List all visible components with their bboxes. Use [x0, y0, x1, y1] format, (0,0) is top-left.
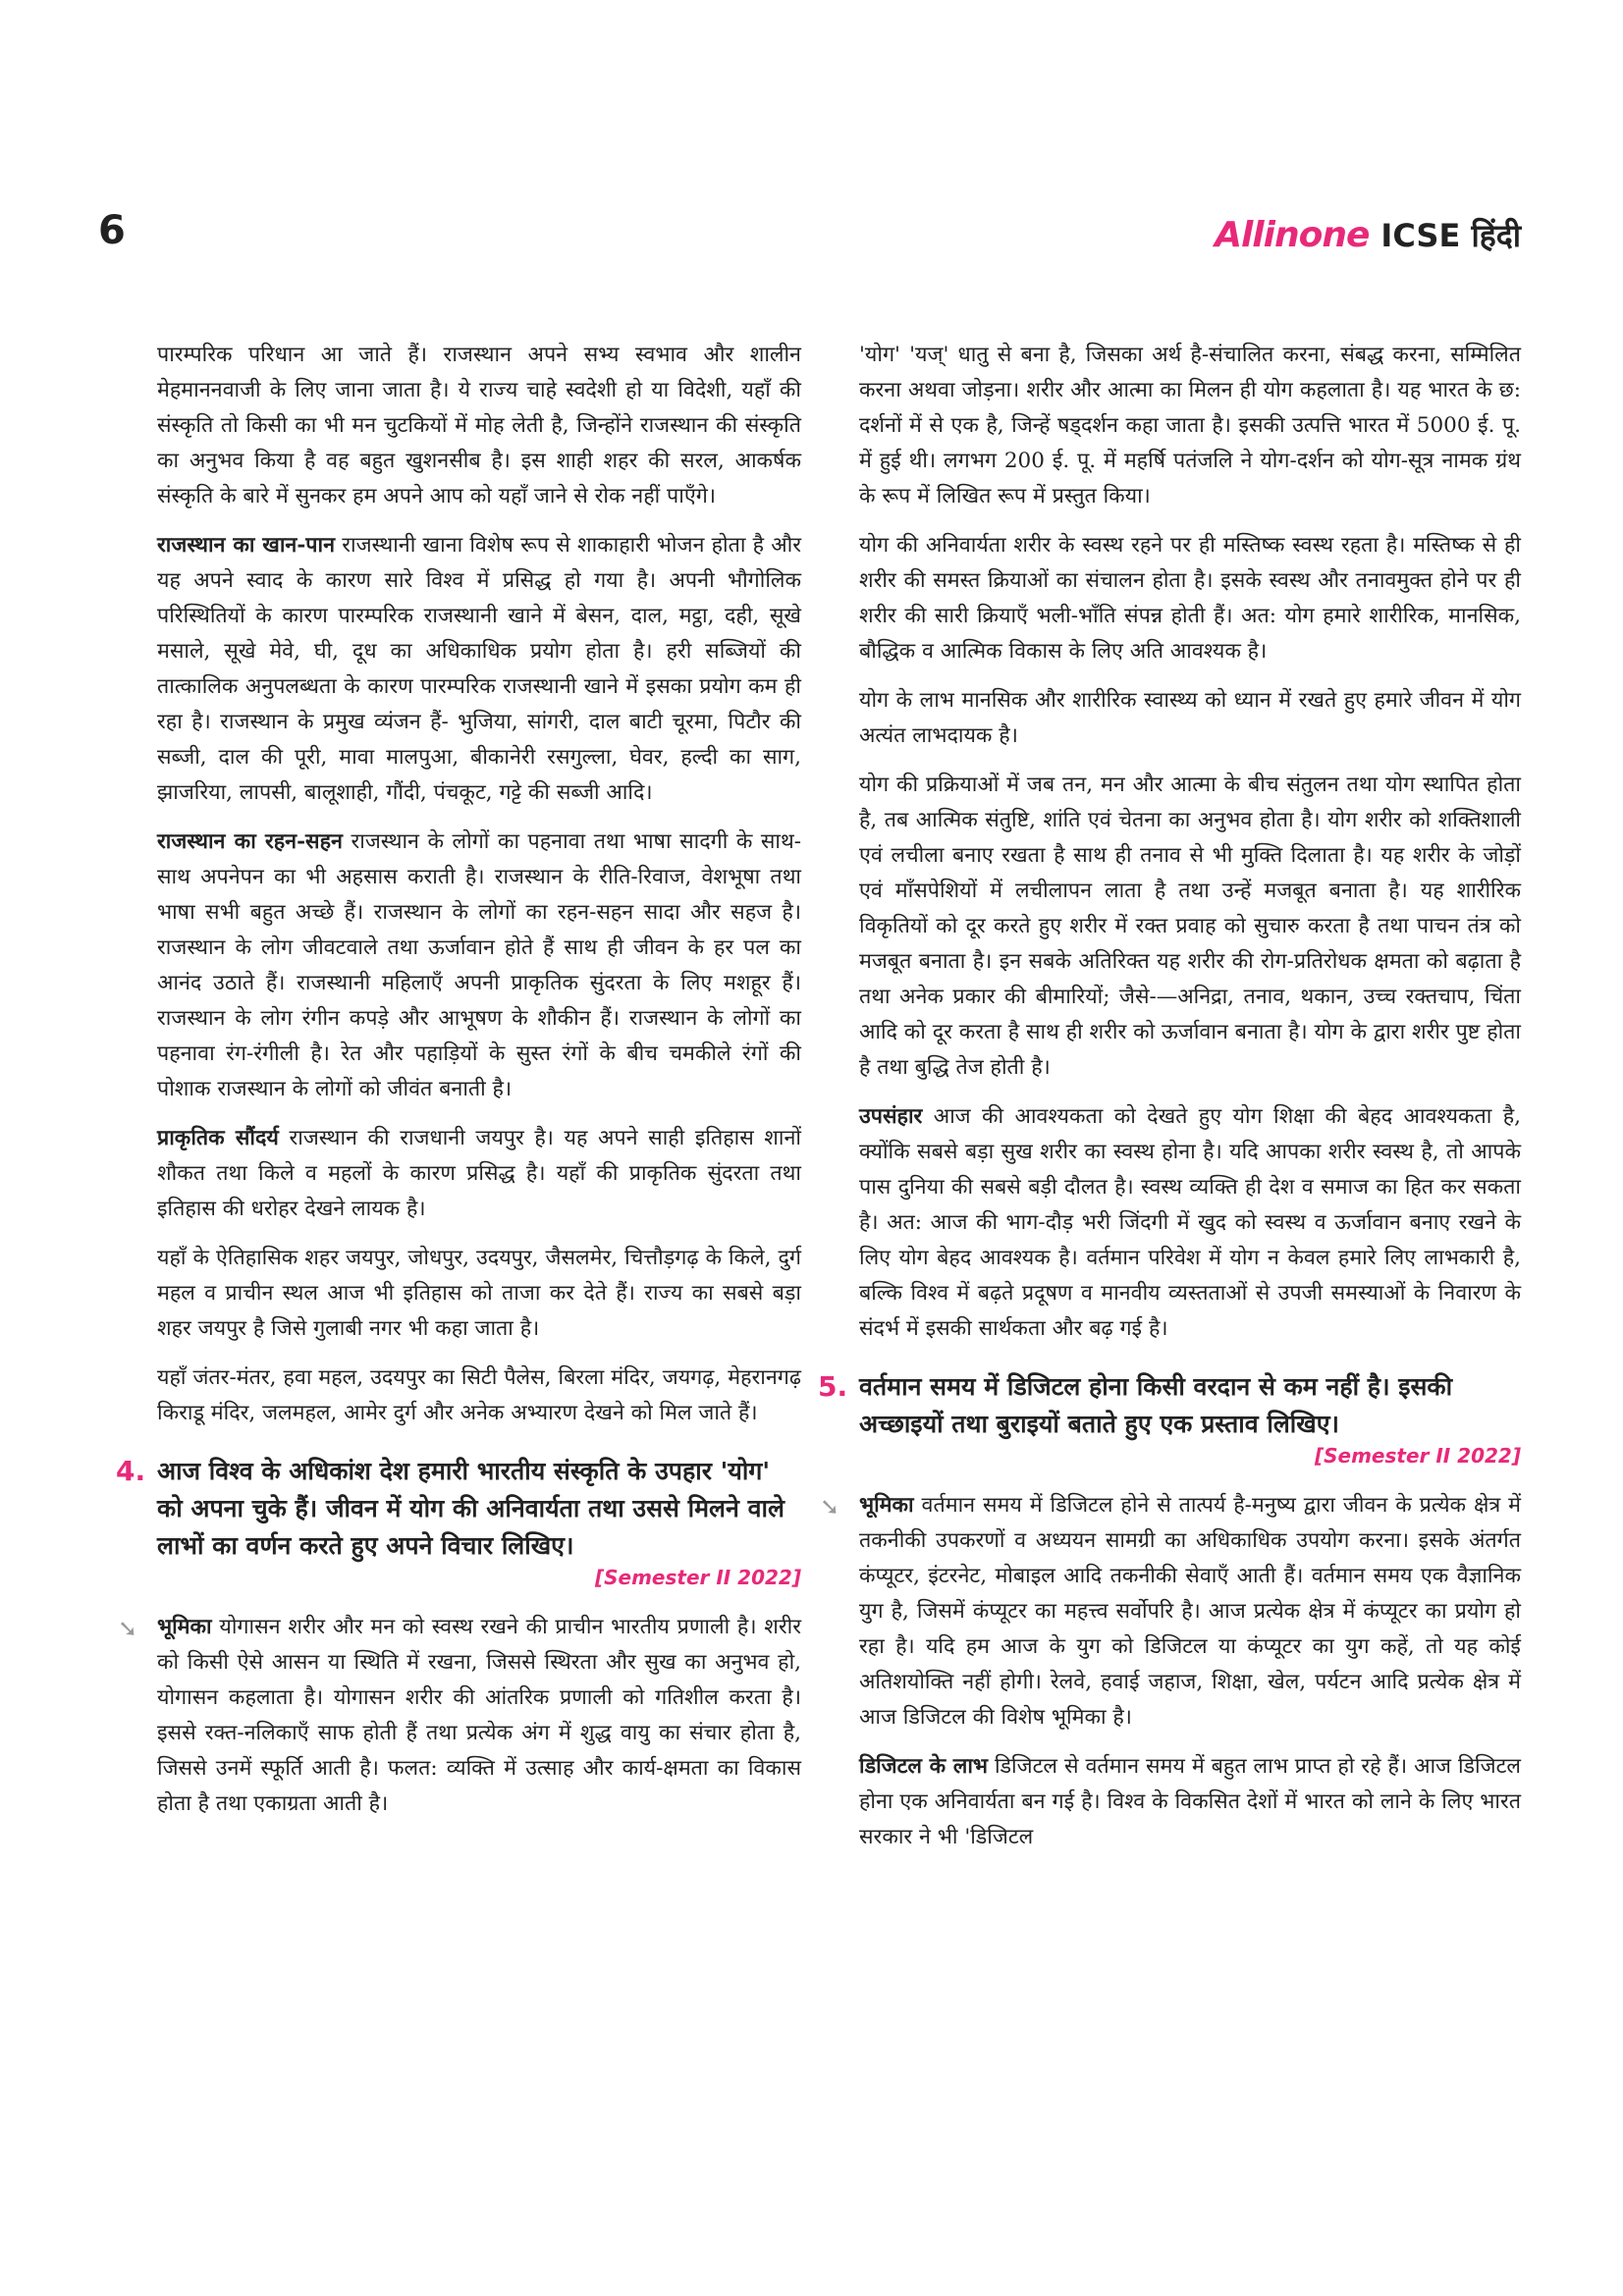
- paragraph-heading: राजस्थान का रहन-सहन: [157, 829, 343, 854]
- left-column: [116, 338, 802, 1836]
- paragraph-text: वर्तमान समय में डिजिटल होने से तात्पर्य है-मनुष्य द्वारा जीवन के प्रत्येक क्षेत्र में तकनीकी उपकरणों व अध्ययन सामग्री का अधिकाधिक उपयोग करना। इसके अंतर्गत कंप्यूटर, इंटरनेट, मोबाइल आदि तकनीकी सेवाएँ आती हैं। वर्तमान समय एक वैज्ञानिक युग है, जिसमें कंप्यूटर का महत्त्व सर्वोपरि है। आज प्रत्येक क्षेत्र में कंप्यूटर का प्रयोग हो रहा है। यदि हम आज के युग को डिजिटल या कंप्यूटर का युग कहें, तो यह कोई अतिशयोक्ति नहीं होगी। रेलवे, हवाई जहाज, शिक्षा, खेल, पर्यटन आदि प्रत्येक क्षेत्र में आज डिजिटल की विशेष भूमिका है।: [859, 1493, 1521, 1730]
- answer-5: [820, 1488, 1521, 1735]
- paragraph-heading: भूमिका: [157, 1615, 212, 1639]
- paragraph: [859, 1099, 1521, 1347]
- paragraph: [157, 528, 801, 811]
- paragraph-text: राजस्थान के लोगों का पहनावा तथा भाषा सादगी के साथ-साथ अपनेपन का भी अहसास कराती है। राजस्थान के रीति-रिवाज, वेशभूषा तथा भाषा सभी बहुत अच्छे हैं। राजस्थान के लोगों का रहन-सहन सादा और सहज है। राजस्थान के लोग जीवटवाले तथा ऊर्जावान होते हैं साथ ही जीवन के हर पल का आनंद उठाते हैं। राजस्थानी महिलाएँ अपनी प्राकृतिक सुंदरता के लिए मशहूर हैं। राजस्थान के लोग रंगीन कपड़े और आभूषण के शौकीन हैं। राजस्थान के लोगों का पहनावा रंग-रंगीली है। रेत और पहाड़ियों के सुस्त रंगों के बीच चमकीले रंगों की पोशाक राजस्थान के लोगों को जीवंत बनाती है।: [157, 829, 801, 1101]
- page-number: 6: [98, 208, 126, 253]
- semester-tag: [Semester II 2022]: [594, 1566, 801, 1589]
- question-number: 5.: [818, 1370, 848, 1403]
- paragraph-text: पारम्परिक परिधान आ जाते हैं। राजस्थान अपने सभ्य स्वभाव और शालीन मेहमाननवाजी के लिए जाना जाता है। ये राज्य चाहे स्वदेशी हो या विदेशी, यहाँ की संस्कृति तो किसी का भी मन चुटकियों में मोह लेती है, जिन्होंने राजस्थान की संस्कृति का अनुभव किया है वह बहुत खुशनसीब है। इस शाही शहर की सरल, आकर्षक संस्कृति के बारे में सुनकर हम अपने आप को यहाँ जाने से रोक नहीं पाएँगे।: [157, 343, 801, 508]
- paragraph: [859, 1749, 1521, 1855]
- answer-arrow-icon: ➘: [118, 1615, 138, 1642]
- paragraph-text: योग की प्रक्रियाओं में जब तन, मन और आत्मा के बीच संतुलन तथा योग स्थापित होता है, तब आत्मिक संतुष्टि, शांति एवं चेतना का अनुभव होता है। योग शरीर को शक्तिशाली एवं लचीला बनाए रखता है साथ ही तनाव से भी मुक्ति दिलाता है। यह शरीर के जोड़ों एवं माँसपेशियों में लचीलापन लाता है तथा उन्हें मजबूत बनाता है। यह शारीरिक विकृतियों को दूर करते हुए शरीर में रक्त प्रवाह को सुचारु करता है तथा पाचन तंत्र को मजबूत बनाता है। इन सबके अतिरिक्त यह शरीर की रोग-प्रतिरोधक क्षमता को बढ़ाता है तथा अनेक प्रकार की बीमारियों; जैसे-—अनिद्रा, तनाव, थकान, उच्च रक्तचाप, चिंता आदि को दूर करता है साथ ही शरीर को ऊर्जावान बनाता है। योग के द्वारा शरीर पुष्ट होता है तथा बुद्धि तेज होती है।: [859, 773, 1521, 1080]
- paragraph: [157, 1121, 801, 1227]
- paragraph: [859, 528, 1521, 669]
- paragraph-heading: डिजिटल के लाभ: [859, 1754, 989, 1779]
- paragraph: [157, 338, 801, 514]
- answer-arrow-icon: ➘: [820, 1493, 840, 1521]
- paragraph: [157, 1361, 801, 1431]
- question-5: [818, 1368, 1521, 1468]
- paragraph-text: 'योग' 'यज्' धातु से बना है, जिसका अर्थ है-संचालित करना, संबद्ध करना, सम्मिलित करना अथवा जोड़ना। शरीर और आत्मा का मिलन ही योग कहलाता है। यह भारत के छ: दर्शनों में से एक है, जिन्हें षड्दर्शन कहा जाता है। इसकी उत्पत्ति भारत में 5000 ई. पू. में हुई थी। लगभग 200 ई. पू. में महर्षि पतंजलि ने योग-दर्शन को योग-सूत्र नामक ग्रंथ के रूप में लिखित रूप में प्रस्तुत किया।: [859, 343, 1521, 508]
- paragraph-text: डिजिटल से वर्तमान समय में बहुत लाभ प्राप्त हो रहे हैं। आज डिजिटल होना एक अनिवार्यता बन गई है। विश्व के विकसित देशों में भारत को लाने के लिए भारत सरकार ने भी 'डिजिटल: [859, 1754, 1521, 1849]
- question-text: आज विश्व के अधिकांश देश हमारी भारतीय संस्कृति के उपहार 'योग' को अपना चुके हैं। जीवन में योग की अनिवार्यता तथा उससे मिलने वाले लाभों का वर्णन करते हुए अपने विचार लिखिए।: [157, 1457, 784, 1560]
- brand-header: [1215, 214, 1521, 256]
- paragraph-text: राजस्थान की राजधानी जयपुर है। यह अपने साही इतिहास शानों शौकत तथा किले व महलों के कारण प्रसिद्ध है। यहाँ की प्राकृतिक सुंदरता तथा इतिहास की धरोहर देखने लायक है।: [157, 1126, 801, 1221]
- paragraph-heading: भूमिका: [859, 1493, 914, 1518]
- right-column: [818, 338, 1521, 1869]
- paragraph: [859, 768, 1521, 1086]
- paragraph-heading: राजस्थान का खान-पान: [157, 533, 336, 558]
- question-number: 4.: [116, 1455, 146, 1487]
- paragraph-text: यहाँ जंतर-मंतर, हवा महल, उदयपुर का सिटी पैलेस, बिरला मंदिर, जयगढ़, मेहरानगढ़ किराडू मंदिर, जलमहल, आमेर दुर्ग और अनेक अभ्यारण देखने को मिल जाते हैं।: [157, 1365, 801, 1425]
- paragraph-text: यहाँ के ऐतिहासिक शहर जयपुर, जोधपुर, उदयपुर, जैसलमेर, चित्तौड़गढ़ के किले, दुर्ग महल व प्राचीन स्थल आज भी इतिहास को ताजा कर देते हैं। राज्य का सबसे बड़ा शहर जयपुर है जिसे गुलाबी नगर भी कहा जाता है।: [157, 1246, 801, 1341]
- answer-4: [118, 1610, 801, 1822]
- paragraph-text: आज की आवश्यकता को देखते हुए योग शिक्षा की बेहद आवश्यकता है, क्योंकि सबसे बड़ा सुख शरीर का स्वस्थ होना है। यदि आपका शरीर स्वस्थ है, तो आपके पास दुनिया की सबसे बड़ी दौलत है। स्वस्थ व्यक्ति ही देश व समाज का हित कर सकता है। अत: आज की भाग-दौड़ भरी जिंदगी में खुद को स्वस्थ व ऊर्जावान बनाए रखने के लिए योग बेहद आवश्यक है। वर्तमान परिवेश में योग न केवल हमारे लिए लाभकारी है, बल्कि विश्व में बढ़ते प्रदूषण व मानवीय व्यस्तताओं से उपजी समस्याओं के निवारण के संदर्भ में इसकी सार्थकता और बढ़ गई है।: [859, 1104, 1521, 1341]
- question-text: वर्तमान समय में डिजिटल होना किसी वरदान से कम नहीं है। इसकी अच्छाइयों तथा बुराइयों बताते हुए एक प्रस्ताव लिखिए।: [859, 1372, 1453, 1438]
- paragraph-text: योग की अनिवार्यता शरीर के स्वस्थ रहने पर ही मस्तिष्क स्वस्थ रहता है। मस्तिष्क से ही शरीर की समस्त क्रियाओं का संचालन होता है। इसके स्वस्थ और तनावमुक्त होने पर ही शरीर की सारी क्रियाएँ भली-भाँति संपन्न होती हैं। अत: योग हमारे शारीरिक, मानसिक, बौद्धिक व आत्मिक विकास के लिए अति आवश्यक है।: [859, 533, 1521, 664]
- semester-tag: [Semester II 2022]: [1314, 1444, 1521, 1468]
- paragraph: [157, 1610, 801, 1822]
- brand-title: ICSE हिंदी: [1380, 217, 1521, 254]
- paragraph-text: योगासन शरीर और मन को स्वस्थ रखने की प्राचीन भारतीय प्रणाली है। शरीर को किसी ऐसे आसन या स्थिति में रखना, जिससे स्थिरता और सुख का अनुभव हो, योगासन कहलाता है। योगासन शरीर की आंतरिक प्रणाली को गतिशील करता है। इससे रक्त-नलिकाएँ साफ होती हैं तथा प्रत्येक अंग में शुद्ध वायु का संचार होता है, जिससे उनमें स्फूर्ति आती है। फलत: व्यक्ति में उत्साह और कार्य-क्षमता का विकास होता है तथा एकाग्रता आती है।: [157, 1615, 801, 1816]
- paragraph-text: राजस्थानी खाना विशेष रूप से शाकाहारी भोजन होता है और यह अपने स्वाद के कारण सारे विश्व में प्रसिद्ध हो गया है। अपनी भौगोलिक परिस्थितियों के कारण पारम्परिक राजस्थानी खाने में बेसन, दाल, मट्ठा, दही, सूखे मसाले, सूखे मेवे, घी, दूध का अधिकाधिक प्रयोग होता है। हरी सब्जियों की तात्कालिक अनुपलब्धता के कारण पारम्परिक राजस्थानी खाने में इसका प्रयोग कम ही रहा है। राजस्थान के प्रमुख व्यंजन हैं- भुजिया, सांगरी, दाल बाटी चूरमा, पिटौर की सब्जी, दाल की पूरी, मावा मालपुआ, बीकानेरी रसगुल्ला, घेवर, हल्दी का साग, झाजरिया, लापसी, बालूशाही, गौंदी, पंचकूट, गट्टे की सब्जी आदि।: [157, 533, 802, 805]
- paragraph: [859, 338, 1521, 514]
- question-4: [116, 1453, 801, 1590]
- brand-logo: Allinone: [1215, 215, 1370, 255]
- paragraph-text: योग के लाभ मानसिक और शारीरिक स्वास्थ्य को ध्यान में रखते हुए हमारे जीवन में योग अत्यंत लाभदायक है।: [859, 688, 1521, 748]
- paragraph: [859, 1488, 1521, 1735]
- paragraph: [859, 683, 1521, 754]
- paragraph: [157, 825, 801, 1107]
- paragraph-heading: उपसंहार: [859, 1104, 923, 1129]
- paragraph: [157, 1241, 801, 1347]
- paragraph-heading: प्राकृतिक सौंदर्य: [157, 1126, 279, 1150]
